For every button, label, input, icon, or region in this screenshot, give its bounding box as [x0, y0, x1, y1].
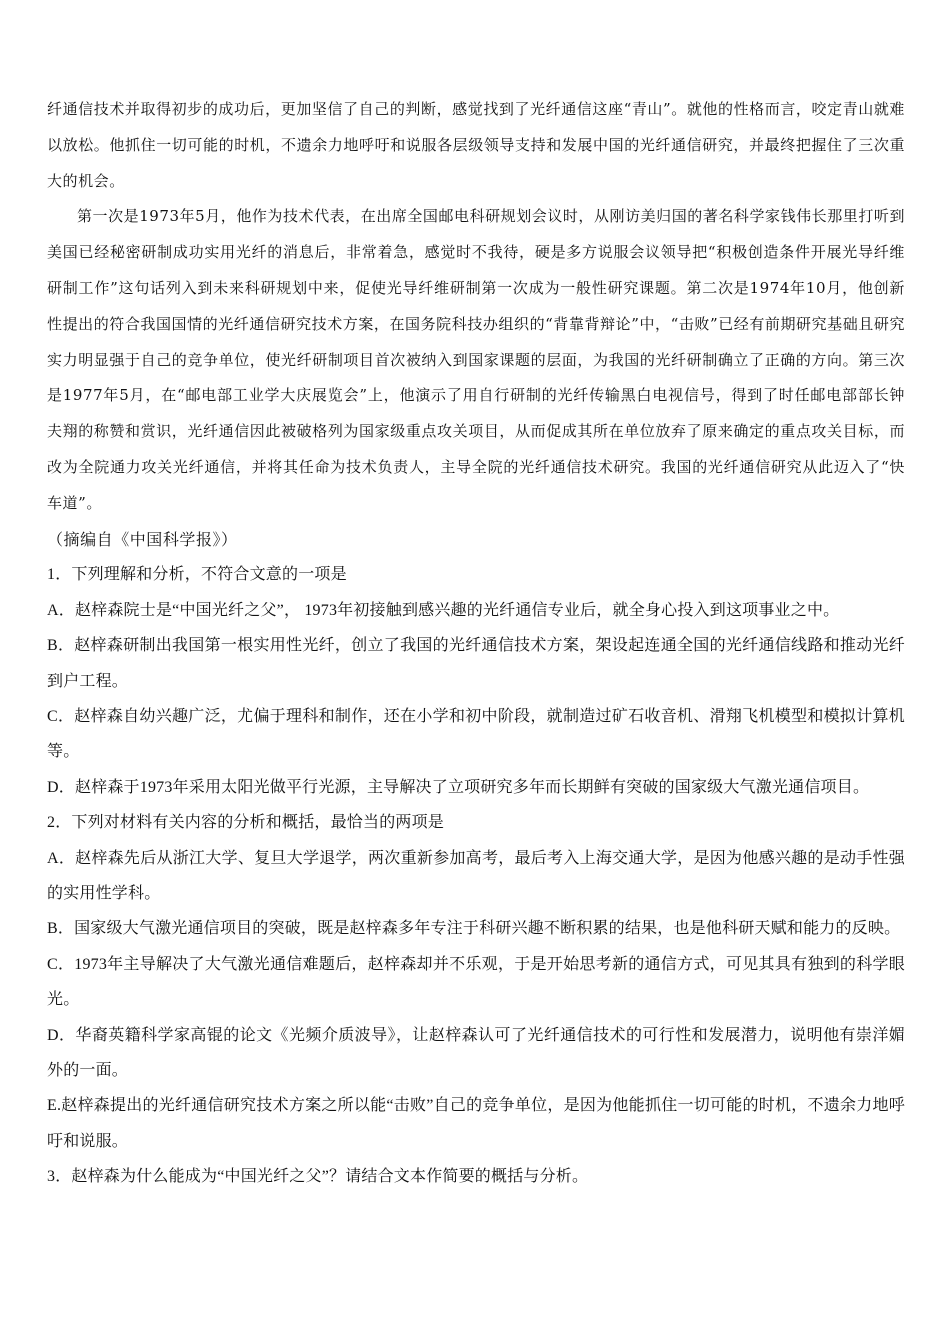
- passage-paragraph-1: 纤通信技术并取得初步的成功后，更加坚信了自己的判断，感觉找到了光纤通信这座“青山”。就他的性格而言，咬定青山就难以放松。他抓住一切可能的时机，不遗余力地呼吁和说服各层级领导支持和发展中国的光纤通信研究，并最终把握住了三次重大的机会。: [47, 100, 905, 190]
- passage-source: （摘编自《中国科学报》）: [47, 529, 238, 549]
- option-b: B．国家级大气激光通信项目的突破，既是赵梓森多年专注于科研兴趣不断积累的结果，也是他科研天赋和能力的反映。: [47, 920, 901, 938]
- question-section: [47, 557, 905, 1194]
- question-2: [47, 805, 905, 1159]
- option-a: A．赵梓森先后从浙江大学、复旦大学退学，两次重新参加高考，最后考入上海交通大学，是因为他感兴趣的是动手性强的实用性学科。: [47, 849, 905, 903]
- reading-passage: [47, 92, 905, 557]
- option-d: D．赵梓森于1973年采用太阳光做平行光源，主导解决了立项研究多年而长期鲜有突破的国家级大气激光通信项目。: [47, 778, 870, 796]
- option-e: E.赵梓森提出的光纤通信研究技术方案之所以能“击败”自己的竞争单位，是因为他能抓住一切可能的时机，不遗余力地呼吁和说服。: [47, 1097, 905, 1150]
- passage-paragraph-2: 第一次是1973年5月，他作为技术代表，在出席全国邮电科研规划会议时，从刚访美归国的著名科学家钱伟长那里打听到美国已经秘密研制成功实用光纤的消息后，非常着急，感觉时不我待，硬是多方说服会议领导把“积极创造条件开展光导纤维研制工作”这句话列入到未来科研规划中来，促使光导纤维研制第一次成为一般性研究课题。第二次是1974年10月，他创新性提出的符合我国国情的光纤通信研究技术方案，在国务院科技办组织的“背靠背辩论”中，“击败”已经有前期研究基础且研究实力明显强于自己的竞争单位，使光纤研制项目首次被纳入到国家课题的层面，为我国的光纤研制确立了正确的方向。第三次是1977年5月，在“邮电部工业学大庆展览会”上，他演示了用自行研制的光纤传输黑白电视信号，得到了时任邮电部部长钟夫翔的称赞和赏识，光纤通信因此被破格列为国家级重点攻关项目，从而促成其所在单位放弃了原来确定的重点攻关目标，而改为全院通力攻关光纤通信，并将其任命为技术负责人，主导全院的光纤通信技术研究。我国的光纤通信研究从此迈入了“快车道”。: [47, 207, 905, 512]
- question-1: [47, 557, 905, 805]
- document-content: [47, 92, 905, 1195]
- question-stem: 2．下列对材料有关内容的分析和概括，最恰当的两项是: [47, 814, 445, 832]
- option-d: D．华裔英籍科学家高锟的论文《光频介质波导》，让赵梓森认可了光纤通信技术的可行性和发展潜力，说明他有崇洋媚外的一面。: [47, 1026, 905, 1080]
- question-3: [47, 1159, 905, 1194]
- option-c: C．1973年主导解决了大气激光通信难题后，赵梓森却并不乐观，于是开始思考新的通信方式，可见其具有独到的科学眼光。: [47, 955, 905, 1009]
- question-stem: 1．下列理解和分析，不符合文意的一项是: [47, 566, 347, 584]
- option-a: A．赵梓森院士是“中国光纤之父”， 1973年初接触到感兴趣的光纤通信专业后，就全身心投入到这项事业之中。: [47, 601, 840, 619]
- option-c: C．赵梓森自幼兴趣广泛，尤偏于理科和制作，还在小学和初中阶段，就制造过矿石收音机、滑翔飞机模型和模拟计算机等。: [47, 707, 905, 761]
- option-b: B．赵梓森研制出我国第一根实用性光纤，创立了我国的光纤通信技术方案，架设起连通全国的光纤通信线路和推动光纤到户工程。: [47, 637, 905, 690]
- question-stem: 3．赵梓森为什么能成为“中国光纤之父”？请结合文本作简要的概括与分析。: [47, 1168, 589, 1186]
